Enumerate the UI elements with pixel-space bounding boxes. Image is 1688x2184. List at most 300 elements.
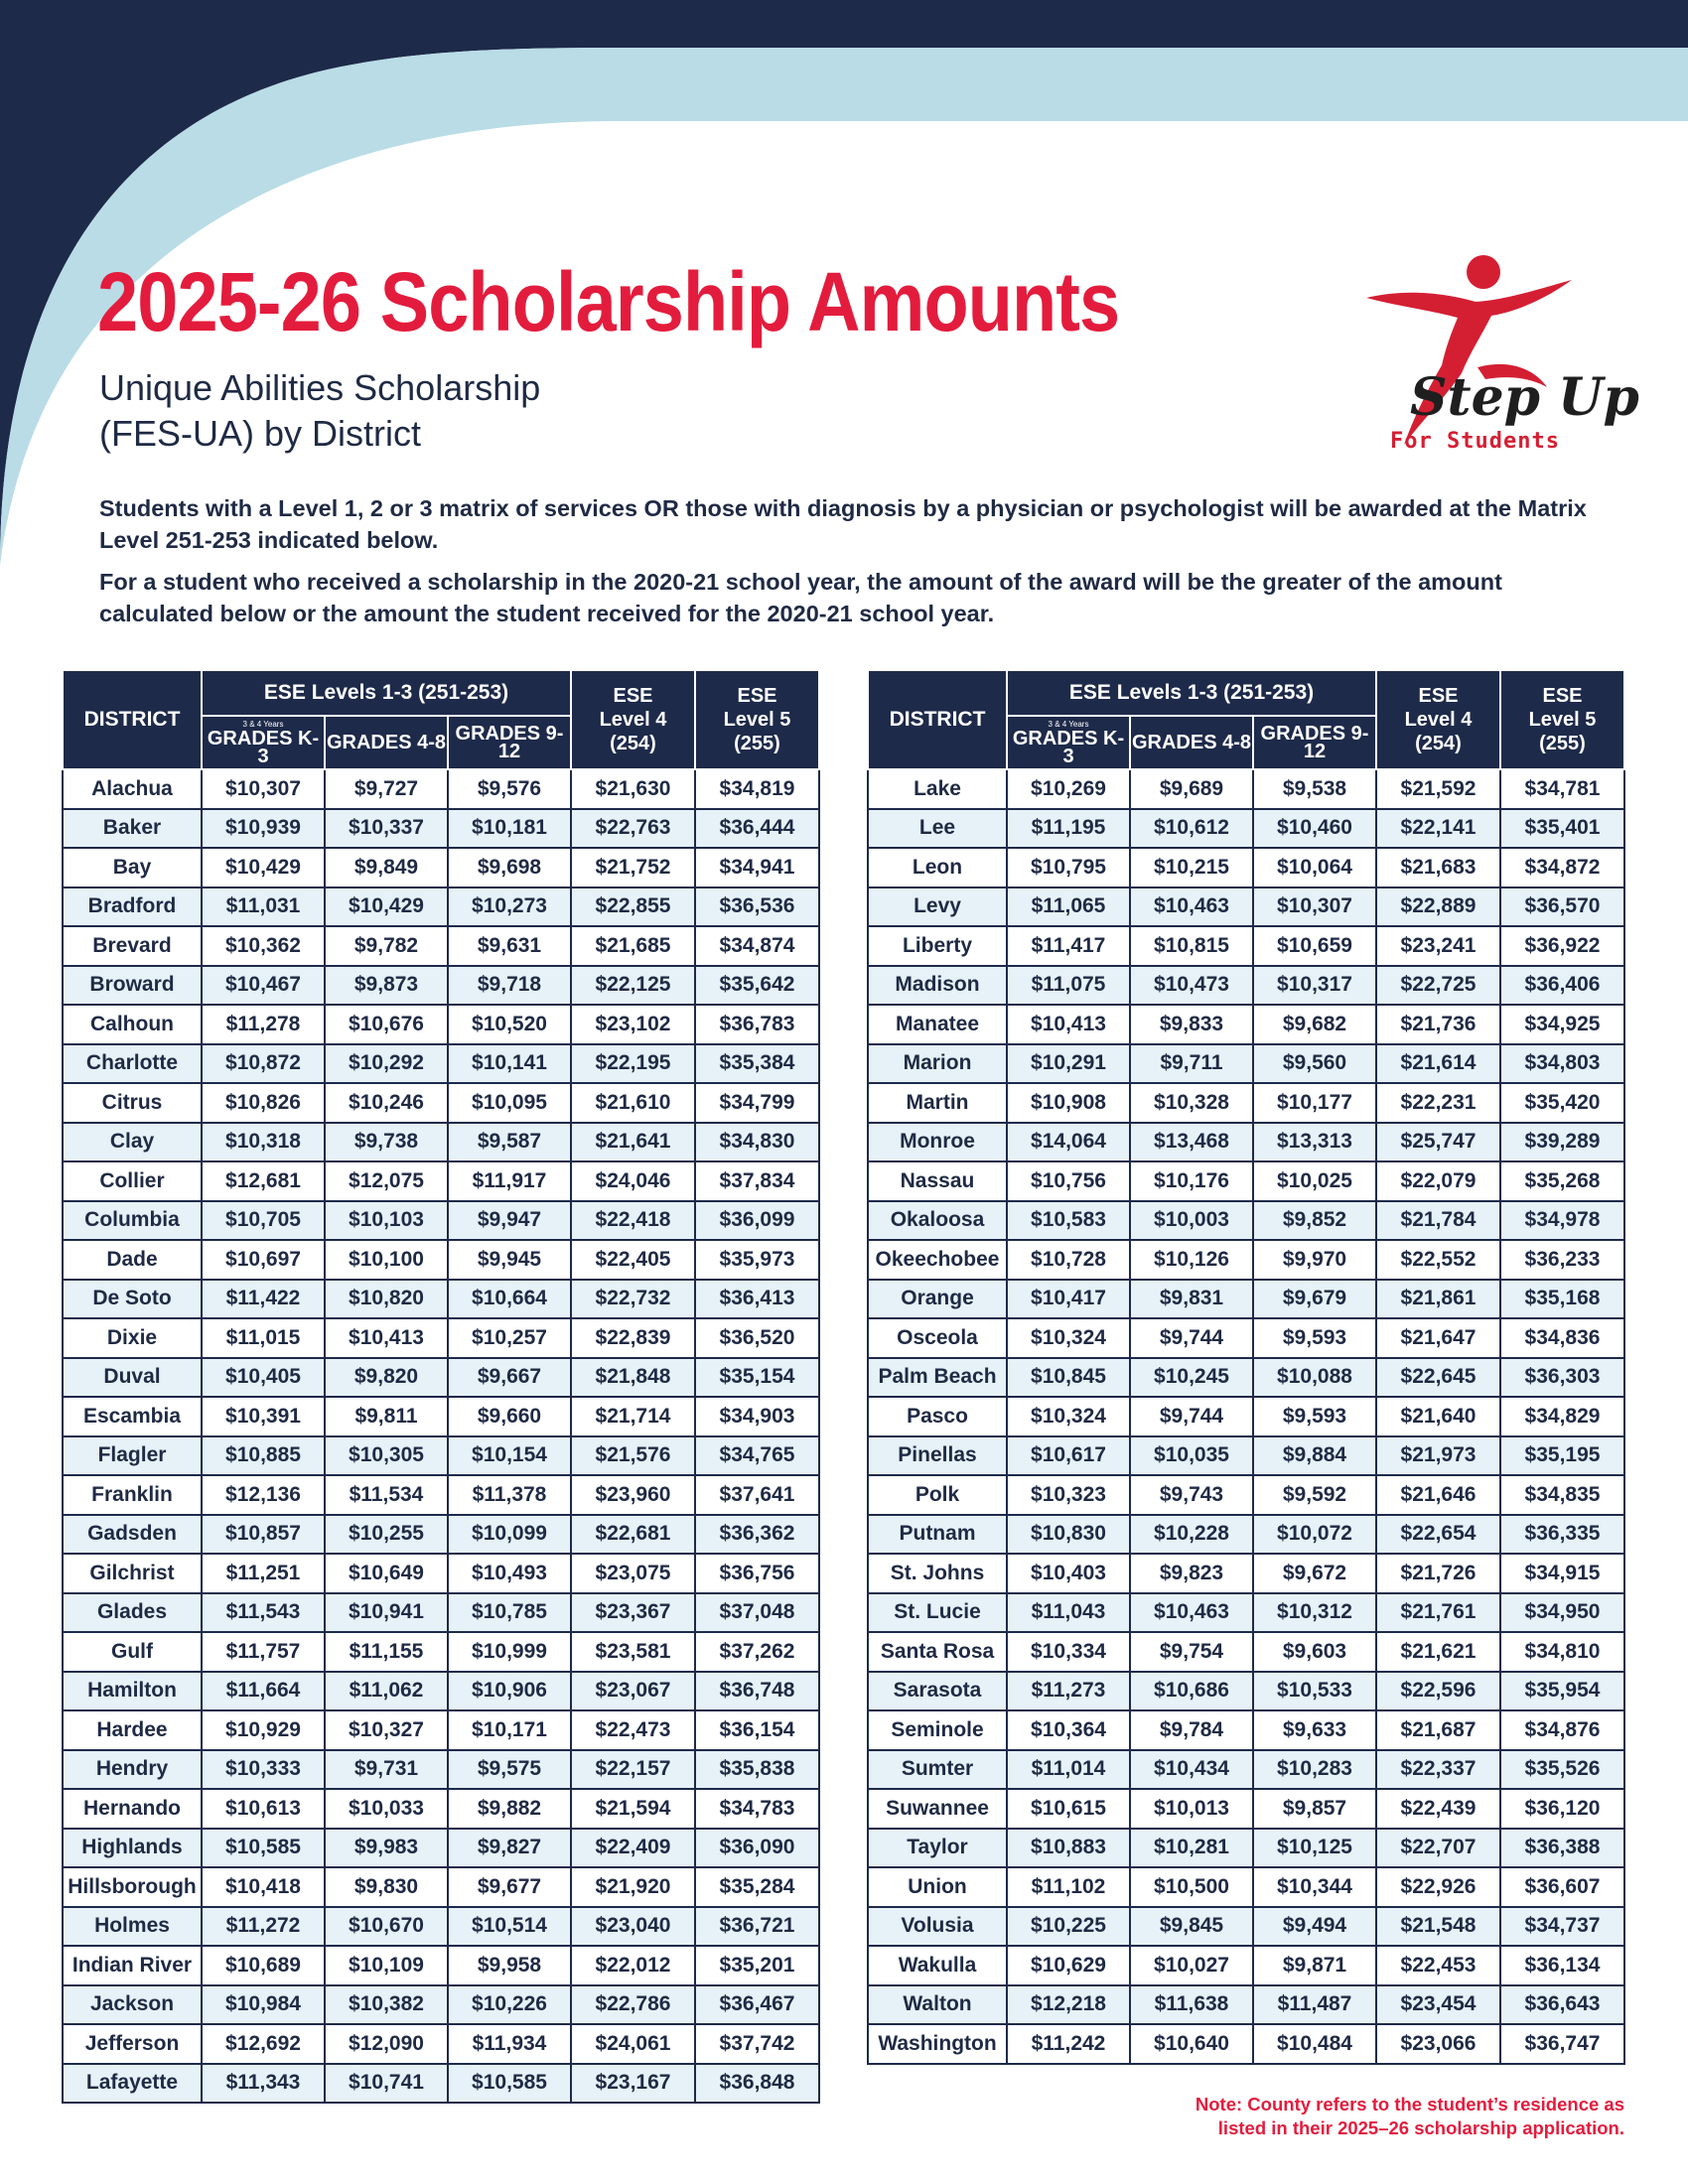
grades-4-8-amount: $9,782	[325, 926, 448, 966]
district-name: Taylor	[868, 1829, 1007, 1868]
ese-level-5-amount: $35,954	[1500, 1672, 1624, 1711]
column-header-district: DISTRICT	[63, 670, 202, 769]
grades-k3-amount: $10,615	[1007, 1789, 1130, 1829]
district-name: Polk	[868, 1475, 1007, 1515]
grades-k3-amount: $10,307	[202, 769, 325, 809]
grades-k3-amount: $10,705	[202, 1201, 325, 1241]
grades-4-8-amount: $10,255	[325, 1515, 448, 1555]
grades-k3-amount: $11,417	[1007, 926, 1130, 966]
table-row	[63, 1005, 819, 1044]
ese-level-4-amount: $23,167	[571, 2064, 695, 2104]
ese-level-5-amount: $34,765	[695, 1436, 819, 1476]
table-row	[868, 848, 1624, 887]
ese-level-5-amount: $36,643	[1500, 1985, 1624, 2025]
grades-k3-amount: $10,689	[202, 1946, 325, 1985]
grades-4-8-amount: $10,003	[1130, 1201, 1253, 1241]
district-name: Palm Beach	[868, 1358, 1007, 1398]
table-row	[868, 1710, 1624, 1750]
grades-k3-amount: $11,242	[1007, 2024, 1130, 2064]
ese-level-4-amount: $21,973	[1376, 1436, 1500, 1476]
grades-k3-amount: $12,218	[1007, 1985, 1130, 2025]
grades-9-12-amount: $10,312	[1253, 1593, 1376, 1633]
ese-level-5-amount: $34,874	[695, 926, 819, 966]
grades-k3-amount: $10,324	[1007, 1397, 1130, 1436]
grades-k3-amount: $10,929	[202, 1710, 325, 1750]
grades-9-12-amount: $9,538	[1253, 769, 1376, 809]
table-row	[63, 1985, 819, 2025]
table-row	[63, 1083, 819, 1123]
district-name: Orange	[868, 1280, 1007, 1319]
grades-k3-amount: $10,418	[202, 1867, 325, 1907]
district-name: Lake	[868, 769, 1007, 809]
grades-k3-amount: $10,413	[1007, 1005, 1130, 1044]
grades-9-12-amount: $10,520	[448, 1005, 571, 1044]
ese-level-5-amount: $36,134	[1500, 1946, 1624, 1985]
ese-level-5-amount: $36,607	[1500, 1867, 1624, 1907]
grades-4-8-amount: $9,845	[1130, 1907, 1253, 1947]
grades-k3-amount: $11,757	[202, 1632, 325, 1672]
grades-4-8-amount: $10,676	[325, 1005, 448, 1044]
ese-level-5-amount: $34,799	[695, 1083, 819, 1123]
district-name: Hamilton	[63, 1672, 202, 1711]
ese-level-5-amount: $36,756	[695, 1554, 819, 1593]
ese-level-5-amount: $35,973	[695, 1240, 819, 1280]
grades-9-12-amount: $10,257	[448, 1318, 571, 1358]
grades-9-12-amount: $10,154	[448, 1436, 571, 1476]
grades-9-12-amount: $9,575	[448, 1750, 571, 1790]
ese-level-5-amount: $39,289	[1500, 1123, 1624, 1162]
ese-level-5-amount: $34,830	[695, 1123, 819, 1162]
ese-level-4-amount: $21,576	[571, 1436, 695, 1476]
ese-level-4-amount: $22,439	[1376, 1789, 1500, 1829]
district-name: Putnam	[868, 1515, 1007, 1555]
grades-9-12-amount: $10,273	[448, 887, 571, 927]
district-name: Manatee	[868, 1005, 1007, 1044]
ese-level-4-amount: $22,141	[1376, 809, 1500, 849]
grades-9-12-amount: $10,664	[448, 1280, 571, 1319]
ese-level-4-amount: $23,067	[571, 1672, 695, 1711]
grades-9-12-amount: $10,095	[448, 1083, 571, 1123]
grades-9-12-amount: $10,317	[1253, 966, 1376, 1006]
ese-level-5-amount: $34,872	[1500, 848, 1624, 887]
grades-4-8-amount: $10,413	[325, 1318, 448, 1358]
grades-9-12-amount: $10,484	[1253, 2024, 1376, 2064]
ese-level-4-amount: $22,195	[571, 1044, 695, 1084]
ese-level-5-amount: $35,838	[695, 1750, 819, 1790]
grades-k3-amount: $10,728	[1007, 1240, 1130, 1280]
district-name: Dade	[63, 1240, 202, 1280]
ese-level-5-amount: $35,526	[1500, 1750, 1624, 1790]
grades-9-12-amount: $9,718	[448, 966, 571, 1006]
ese-level-5-amount: $34,781	[1500, 769, 1624, 809]
grades-9-12-amount: $10,307	[1253, 887, 1376, 927]
grades-k3-amount: $10,883	[1007, 1829, 1130, 1868]
grades-4-8-amount: $10,126	[1130, 1240, 1253, 1280]
grades-4-8-amount: $9,784	[1130, 1710, 1253, 1750]
grades-9-12-amount: $10,177	[1253, 1083, 1376, 1123]
ese-level-4-amount: $22,707	[1376, 1829, 1500, 1868]
ese-level-4-amount: $22,405	[571, 1240, 695, 1280]
grades-4-8-amount: $10,305	[325, 1436, 448, 1476]
grades-k3-amount: $10,845	[1007, 1358, 1130, 1398]
table-row	[63, 769, 819, 809]
table-row	[63, 848, 819, 887]
table-row	[63, 887, 819, 927]
district-name: Glades	[63, 1593, 202, 1633]
district-name: Okeechobee	[868, 1240, 1007, 1280]
grades-9-12-amount: $9,667	[448, 1358, 571, 1398]
ese-level-4-amount: $23,066	[1376, 2024, 1500, 2064]
grades-9-12-amount: $9,958	[448, 1946, 571, 1985]
grades-9-12-amount: $11,487	[1253, 1985, 1376, 2025]
grades-9-12-amount: $11,378	[448, 1475, 571, 1515]
table-row	[63, 1436, 819, 1476]
grades-9-12-amount: $9,633	[1253, 1710, 1376, 1750]
grades-4-8-amount: $10,473	[1130, 966, 1253, 1006]
table-row	[868, 1318, 1624, 1358]
district-name: Clay	[63, 1123, 202, 1162]
ese-level-5-amount: $36,570	[1500, 887, 1624, 927]
table-row	[63, 1867, 819, 1907]
grades-k3-amount: $10,225	[1007, 1907, 1130, 1947]
grades-k3-amount: $11,664	[202, 1672, 325, 1711]
column-header-grades-4-8: GRADES 4-8	[1130, 716, 1253, 769]
grades-4-8-amount: $9,983	[325, 1829, 448, 1868]
ese-level-5-amount: $35,284	[695, 1867, 819, 1907]
grades-9-12-amount: $9,698	[448, 848, 571, 887]
district-name: Monroe	[868, 1123, 1007, 1162]
ese-level-4-amount: $22,473	[571, 1710, 695, 1750]
table-row	[63, 1161, 819, 1201]
table-row	[868, 769, 1624, 809]
grades-4-8-amount: $13,468	[1130, 1123, 1253, 1162]
grades-4-8-amount: $11,638	[1130, 1985, 1253, 2025]
ese-level-5-amount: $36,413	[695, 1280, 819, 1319]
district-name: Okaloosa	[868, 1201, 1007, 1241]
ese-level-4-amount: $21,736	[1376, 1005, 1500, 1044]
grades-k3-amount: $11,251	[202, 1554, 325, 1593]
page-subtitle	[99, 365, 540, 457]
district-name: Wakulla	[868, 1946, 1007, 1985]
table-row	[63, 1201, 819, 1241]
subtitle-line-1: Unique Abilities Scholarship	[99, 367, 541, 408]
grades-9-12-amount: $11,934	[448, 2024, 571, 2064]
grades-9-12-amount: $9,827	[448, 1829, 571, 1868]
ese-level-4-amount: $21,714	[571, 1397, 695, 1436]
grades-k3-amount: $10,403	[1007, 1554, 1130, 1593]
grades-9-12-amount: $11,917	[448, 1161, 571, 1201]
district-name: Escambia	[63, 1397, 202, 1436]
grades-4-8-amount: $10,429	[325, 887, 448, 927]
table-row	[868, 966, 1624, 1006]
grades-9-12-amount: $9,970	[1253, 1240, 1376, 1280]
grades-k3-amount: $10,364	[1007, 1710, 1130, 1750]
grades-9-12-amount: $10,460	[1253, 809, 1376, 849]
ese-level-4-amount: $22,763	[571, 809, 695, 849]
ese-level-4-amount: $21,621	[1376, 1632, 1500, 1672]
ese-level-5-amount: $34,903	[695, 1397, 819, 1436]
column-header-ese-levels-1-3: ESE Levels 1-3 (251-253)	[1007, 670, 1376, 716]
table-row	[63, 1475, 819, 1515]
footnote-line-2: listed in their 2025–26 scholarship application.	[1217, 2117, 1624, 2138]
district-name: Charlotte	[63, 1044, 202, 1084]
grades-4-8-amount: $10,500	[1130, 1867, 1253, 1907]
grades-9-12-amount: $9,576	[448, 769, 571, 809]
ese-level-4-amount: $22,855	[571, 887, 695, 927]
grades-4-8-amount: $11,534	[325, 1475, 448, 1515]
table-row	[868, 809, 1624, 849]
district-name: Volusia	[868, 1907, 1007, 1947]
ese-level-4-amount: $21,594	[571, 1789, 695, 1829]
table-row	[868, 1475, 1624, 1515]
grades-k3-amount: $10,585	[202, 1829, 325, 1868]
ese-level-4-amount: $21,548	[1376, 1907, 1500, 1947]
district-name: Highlands	[63, 1829, 202, 1868]
grades-k3-amount: $12,136	[202, 1475, 325, 1515]
subtitle-line-2: (FES-UA) by District	[99, 413, 421, 454]
grades-4-8-amount: $9,811	[325, 1397, 448, 1436]
district-name: Santa Rosa	[868, 1632, 1007, 1672]
ese-level-4-amount: $23,241	[1376, 926, 1500, 966]
table-row	[868, 1867, 1624, 1907]
ese-level-4-amount: $22,409	[571, 1829, 695, 1868]
grades-4-8-amount: $10,434	[1130, 1750, 1253, 1790]
ese-level-5-amount: $36,090	[695, 1829, 819, 1868]
ese-level-4-amount: $21,647	[1376, 1318, 1500, 1358]
ese-level-4-amount: $21,848	[571, 1358, 695, 1398]
table-row	[63, 1358, 819, 1398]
grades-k3-amount: $11,343	[202, 2064, 325, 2104]
district-name: Holmes	[63, 1907, 202, 1947]
grades-9-12-amount: $10,283	[1253, 1750, 1376, 1790]
grades-4-8-amount: $9,743	[1130, 1475, 1253, 1515]
grades-k3-amount: $10,429	[202, 848, 325, 887]
district-name: Nassau	[868, 1161, 1007, 1201]
ese-level-5-amount: $36,335	[1500, 1515, 1624, 1555]
grades-k3-amount: $14,064	[1007, 1123, 1130, 1162]
ese-level-5-amount: $36,721	[695, 1907, 819, 1947]
ese-level-4-amount: $22,157	[571, 1750, 695, 1790]
table-row	[868, 887, 1624, 927]
table-row	[63, 966, 819, 1006]
district-name: Citrus	[63, 1083, 202, 1123]
grades-4-8-amount: $9,744	[1130, 1397, 1253, 1436]
grades-k3-amount: $10,939	[202, 809, 325, 849]
ese-level-4-amount: $21,610	[571, 1083, 695, 1123]
district-name: Broward	[63, 966, 202, 1006]
grades-9-12-amount: $10,785	[448, 1593, 571, 1633]
grades-9-12-amount: $10,514	[448, 1907, 571, 1947]
logo-wordmark: Step Up	[1410, 367, 1639, 428]
running-figure-icon	[1358, 250, 1639, 459]
table-row	[63, 1593, 819, 1633]
district-name: Lee	[868, 809, 1007, 849]
grades-4-8-amount: $12,090	[325, 2024, 448, 2064]
table-row	[63, 1240, 819, 1280]
grades-4-8-amount: $9,833	[1130, 1005, 1253, 1044]
district-name: Alachua	[63, 769, 202, 809]
table-row	[63, 1907, 819, 1947]
ese-level-5-amount: $34,915	[1500, 1554, 1624, 1593]
ese-level-4-amount: $21,646	[1376, 1475, 1500, 1515]
grades-9-12-amount: $10,906	[448, 1672, 571, 1711]
grades-k3-amount: $10,291	[1007, 1044, 1130, 1084]
grades-4-8-amount: $10,815	[1130, 926, 1253, 966]
district-name: Columbia	[63, 1201, 202, 1241]
district-name: Walton	[868, 1985, 1007, 2025]
district-name: Lafayette	[63, 2064, 202, 2104]
table-row	[63, 926, 819, 966]
table-row	[868, 1593, 1624, 1633]
grades-9-12-amount: $9,593	[1253, 1397, 1376, 1436]
grades-4-8-amount: $10,215	[1130, 848, 1253, 887]
ese-level-5-amount: $36,922	[1500, 926, 1624, 966]
district-name: Levy	[868, 887, 1007, 927]
grades-9-12-amount: $10,125	[1253, 1829, 1376, 1868]
ese-level-4-amount: $22,654	[1376, 1515, 1500, 1555]
grades-4-8-amount: $10,103	[325, 1201, 448, 1241]
grades-k3-amount: $10,984	[202, 1985, 325, 2025]
table-row	[63, 1554, 819, 1593]
grades-9-12-amount: $10,099	[448, 1515, 571, 1555]
table-row	[868, 2024, 1624, 2064]
grades-9-12-amount: $10,533	[1253, 1672, 1376, 1711]
ese-level-5-amount: $34,876	[1500, 1710, 1624, 1750]
table-row	[868, 1554, 1624, 1593]
ese-level-4-amount: $22,337	[1376, 1750, 1500, 1790]
table-row	[63, 2064, 819, 2104]
ese-level-4-amount: $21,726	[1376, 1554, 1500, 1593]
column-header-district: DISTRICT	[868, 670, 1007, 769]
grades-9-12-amount: $10,999	[448, 1632, 571, 1672]
table-row	[63, 2024, 819, 2064]
grades-9-12-amount: $9,871	[1253, 1946, 1376, 1985]
grades-4-8-amount: $10,292	[325, 1044, 448, 1084]
table-row	[868, 1083, 1624, 1123]
table-row	[63, 1632, 819, 1672]
grades-9-12-amount: $10,141	[448, 1044, 571, 1084]
grades-4-8-amount: $10,245	[1130, 1358, 1253, 1398]
table-row	[63, 1946, 819, 1985]
table-row	[868, 1985, 1624, 2025]
grades-k3-amount: $10,795	[1007, 848, 1130, 887]
grades-9-12-amount: $9,884	[1253, 1436, 1376, 1476]
grades-k3-amount: $11,422	[202, 1280, 325, 1319]
table-row	[63, 1280, 819, 1319]
grades-k3-amount: $11,065	[1007, 887, 1130, 927]
grades-k3-amount: $10,417	[1007, 1280, 1130, 1319]
table-row	[868, 1829, 1624, 1868]
grades-k3-amount: $10,697	[202, 1240, 325, 1280]
grades-4-8-amount: $9,711	[1130, 1044, 1253, 1084]
district-name: Hernando	[63, 1789, 202, 1829]
ese-level-5-amount: $35,268	[1500, 1161, 1624, 1201]
grades-9-12-amount: $9,947	[448, 1201, 571, 1241]
table-row	[868, 1672, 1624, 1711]
ese-level-4-amount: $22,012	[571, 1946, 695, 1985]
table-row	[868, 1280, 1624, 1319]
grades-4-8-amount: $10,281	[1130, 1829, 1253, 1868]
ese-level-4-amount: $21,861	[1376, 1280, 1500, 1319]
grades-9-12-amount: $9,882	[448, 1789, 571, 1829]
ese-level-4-amount: $21,641	[571, 1123, 695, 1162]
grades-4-8-amount: $10,612	[1130, 809, 1253, 849]
ese-level-5-amount: $37,048	[695, 1593, 819, 1633]
column-header-grades-k3: 3 & 4 Years GRADES K-3	[202, 716, 325, 769]
grades-9-12-amount: $9,945	[448, 1240, 571, 1280]
table-row	[868, 1436, 1624, 1476]
grades-k3-amount: $10,362	[202, 926, 325, 966]
grades-4-8-amount: $10,649	[325, 1554, 448, 1593]
ese-level-5-amount: $34,978	[1500, 1201, 1624, 1241]
district-name: Leon	[868, 848, 1007, 887]
column-header-ese-level-4: ESE Level 4 (254)	[1376, 670, 1500, 769]
grades-k3-amount: $10,830	[1007, 1515, 1130, 1555]
grades-k3-amount: $12,692	[202, 2024, 325, 2064]
table-row	[63, 1789, 819, 1829]
ese-level-5-amount: $34,829	[1500, 1397, 1624, 1436]
grades-4-8-amount: $9,744	[1130, 1318, 1253, 1358]
ese-level-4-amount: $22,231	[1376, 1083, 1500, 1123]
table-row	[868, 1044, 1624, 1084]
grades-9-12-amount: $9,677	[448, 1867, 571, 1907]
ese-level-5-amount: $34,836	[1500, 1318, 1624, 1358]
grades-9-12-amount: $10,585	[448, 2064, 571, 2104]
grades-9-12-amount: $9,494	[1253, 1907, 1376, 1947]
table-row	[868, 1946, 1624, 1985]
grades-4-8-amount: $10,228	[1130, 1515, 1253, 1555]
ese-level-4-amount: $22,079	[1376, 1161, 1500, 1201]
district-name: Hillsborough	[63, 1867, 202, 1907]
column-header-ese-level-4: ESE Level 4 (254)	[571, 670, 695, 769]
grades-4-8-amount: $12,075	[325, 1161, 448, 1201]
grades-4-8-amount: $10,027	[1130, 1946, 1253, 1985]
table-row	[868, 1161, 1624, 1201]
ese-level-5-amount: $34,810	[1500, 1632, 1624, 1672]
ese-level-5-amount: $36,747	[1500, 2024, 1624, 2064]
grades-9-12-amount: $10,072	[1253, 1515, 1376, 1555]
ese-level-5-amount: $35,154	[695, 1358, 819, 1398]
grades-9-12-amount: $10,025	[1253, 1161, 1376, 1201]
intro-paragraph-1: Students with a Level 1, 2 or 3 matrix of services OR those with diagnosis by a physician or psychologist will be awarded at the Matrix Level 251-253 indicated below.	[99, 495, 1587, 553]
ese-level-5-amount: $36,120	[1500, 1789, 1624, 1829]
grades-k3-amount: $10,756	[1007, 1161, 1130, 1201]
ese-level-5-amount: $36,444	[695, 809, 819, 849]
ese-level-4-amount: $22,725	[1376, 966, 1500, 1006]
table-row	[868, 1005, 1624, 1044]
grades-k3-amount: $10,467	[202, 966, 325, 1006]
ese-level-5-amount: $34,819	[695, 769, 819, 809]
district-name: Collier	[63, 1161, 202, 1201]
district-name: Washington	[868, 2024, 1007, 2064]
grades-9-12-amount: $13,313	[1253, 1123, 1376, 1162]
ese-level-4-amount: $22,889	[1376, 887, 1500, 927]
grades-k3-amount: $11,075	[1007, 966, 1130, 1006]
ese-level-5-amount: $35,401	[1500, 809, 1624, 849]
ese-level-4-amount: $22,552	[1376, 1240, 1500, 1280]
table-row	[868, 1632, 1624, 1672]
table-row	[868, 1789, 1624, 1829]
grades-9-12-amount: $9,603	[1253, 1632, 1376, 1672]
district-name: Suwannee	[868, 1789, 1007, 1829]
grades-4-8-amount: $11,062	[325, 1672, 448, 1711]
ese-level-5-amount: $36,099	[695, 1201, 819, 1241]
grades-k3-amount: $11,272	[202, 1907, 325, 1947]
ese-level-5-amount: $35,201	[695, 1946, 819, 1985]
grades-9-12-amount: $9,587	[448, 1123, 571, 1162]
district-name: Pasco	[868, 1397, 1007, 1436]
ese-level-4-amount: $21,683	[1376, 848, 1500, 887]
